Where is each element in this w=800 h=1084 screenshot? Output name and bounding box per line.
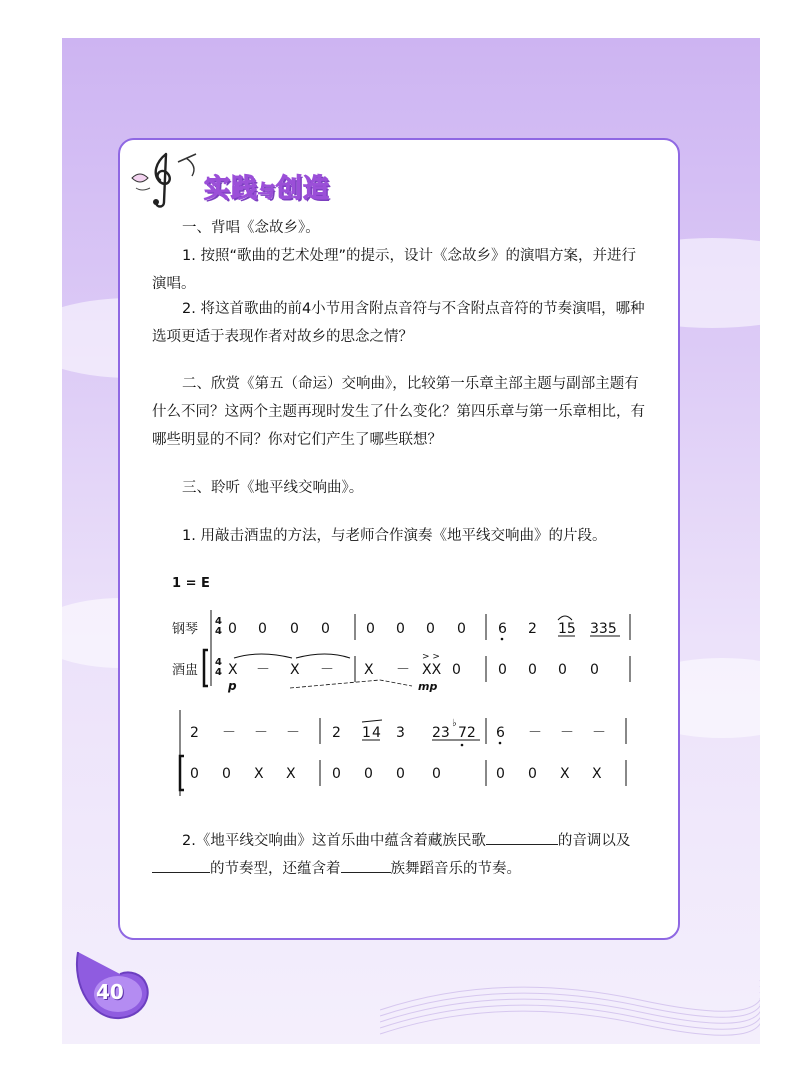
score-note: 0	[321, 621, 330, 637]
q2-text-1: 2.《地平线交响曲》这首乐曲中蕴含着藏族民歌	[182, 833, 486, 849]
low-octave-dot	[499, 742, 502, 745]
score-note: 4	[372, 725, 381, 741]
score-note: 2	[332, 725, 341, 741]
score-note: 2	[190, 725, 199, 741]
score-note: X	[286, 766, 296, 782]
instrument-cup-label: 酒盅	[172, 663, 199, 678]
low-octave-dot	[461, 744, 464, 747]
score-note: 0	[396, 766, 405, 782]
key-signature: 1 = E	[172, 576, 210, 591]
instrument-piano-label: 钢琴	[172, 622, 199, 637]
score-note: 0	[396, 621, 405, 637]
score-note: 6	[498, 621, 507, 637]
score-note: －	[256, 662, 270, 678]
item1-question1: 1. 按照“歌曲的艺术处理”的提示，设计《念故乡》的演唱方案，并进行演唱。	[152, 248, 636, 292]
crescendo-line	[290, 680, 412, 688]
score-note: －	[286, 725, 300, 741]
score-note: 3	[396, 725, 405, 741]
item3-heading: 三、聆听《地平线交响曲》。	[182, 480, 364, 496]
score-note: 0	[558, 662, 567, 678]
title-small-char: 与	[258, 182, 277, 202]
score-note: 0	[590, 662, 599, 678]
answer-blank-2[interactable]	[152, 856, 210, 873]
time-sig-bottom: 4	[215, 667, 222, 678]
score-note: 2	[528, 621, 537, 637]
tie-arc	[558, 616, 572, 620]
score-note: 0	[432, 766, 441, 782]
score-note: 0	[366, 621, 375, 637]
score-note: 0	[528, 662, 537, 678]
score-note: －	[592, 725, 606, 741]
score-note: －	[320, 662, 334, 678]
score-note: 0	[496, 766, 505, 782]
accent-marks: > >	[422, 652, 440, 662]
score-note: 0	[332, 766, 341, 782]
time-sig-bottom: 4	[215, 626, 222, 637]
score-note: －	[396, 662, 410, 678]
item1-question2: 2. 将这首歌曲的前4小节用含附点音符与不含附点音符的节奏演唱，哪种选项更适于表现作者对故乡的思念之情？	[152, 301, 645, 345]
score-note: 0	[426, 621, 435, 637]
item3-question1: 1. 用敲击酒盅的方法，与老师合作演奏《地平线交响曲》的片段。	[182, 528, 607, 544]
score-note: 0	[190, 766, 199, 782]
score-note: X	[364, 662, 374, 678]
score-note: 0	[258, 621, 267, 637]
score-note: X	[254, 766, 264, 782]
score-note: 0	[457, 621, 466, 637]
score-note: 6	[496, 725, 505, 741]
answer-blank-3[interactable]	[341, 856, 391, 873]
score-note: －	[528, 725, 542, 741]
score-note: 0	[528, 766, 537, 782]
system-bracket	[204, 650, 208, 686]
score-note: X	[592, 766, 602, 782]
score-note: －	[222, 725, 236, 741]
item2-paragraph: 二、欣赏《第五（命运）交响曲》，比较第一乐章主部主题与副部主题有什么不同？这两个主题再现时发生了什么变化？第四乐章与第一乐章相比，有哪些明显的不同？你对它们产生了哪些联想？	[152, 376, 645, 448]
page-number: 40	[96, 980, 124, 1004]
system-bracket	[180, 756, 184, 790]
time-sig-top: 4	[215, 616, 222, 627]
answer-blank-1[interactable]	[486, 828, 558, 845]
q2-text-3: 的节奏型，还蕴含着	[210, 861, 341, 877]
title-part-1: 实践	[204, 174, 259, 204]
score-note: 0	[452, 662, 461, 678]
low-octave-dot	[501, 638, 504, 641]
score-note: 15	[558, 621, 576, 637]
decorative-staff	[380, 950, 760, 1040]
q2-text-2: 的音调以及	[557, 833, 631, 849]
slide-mark	[362, 720, 382, 722]
score-note: XX	[422, 662, 442, 678]
q2-text-4: 族舞蹈音乐的节奏。	[390, 861, 521, 877]
score-note: －	[560, 725, 574, 741]
score-note: 0	[290, 621, 299, 637]
score-note: 1	[362, 725, 371, 741]
score-note: X	[290, 662, 300, 678]
slur-arc	[296, 654, 350, 658]
score-note: －	[254, 725, 268, 741]
dynamic-mp: mp	[418, 680, 438, 693]
section-title	[204, 168, 330, 205]
treble-clef-icon	[126, 148, 206, 212]
score-note: 23	[432, 725, 450, 741]
numbered-score	[150, 570, 650, 810]
dynamic-p: p	[228, 679, 237, 693]
score-note: 335	[590, 621, 617, 637]
item3-question2	[152, 827, 646, 883]
score-note: 0	[222, 766, 231, 782]
score-note: 0	[498, 662, 507, 678]
score-note: 0	[228, 621, 237, 637]
score-note: X	[560, 766, 570, 782]
time-sig-top: 4	[215, 657, 222, 668]
slur-arc	[234, 654, 292, 658]
score-note: X	[228, 662, 238, 678]
item1-heading: 一、背唱《念故乡》。	[182, 220, 320, 236]
flat-sign: ♭	[452, 718, 457, 729]
title-part-2: 创造	[276, 174, 331, 204]
score-note: 0	[364, 766, 373, 782]
score-note: 72	[458, 725, 476, 741]
